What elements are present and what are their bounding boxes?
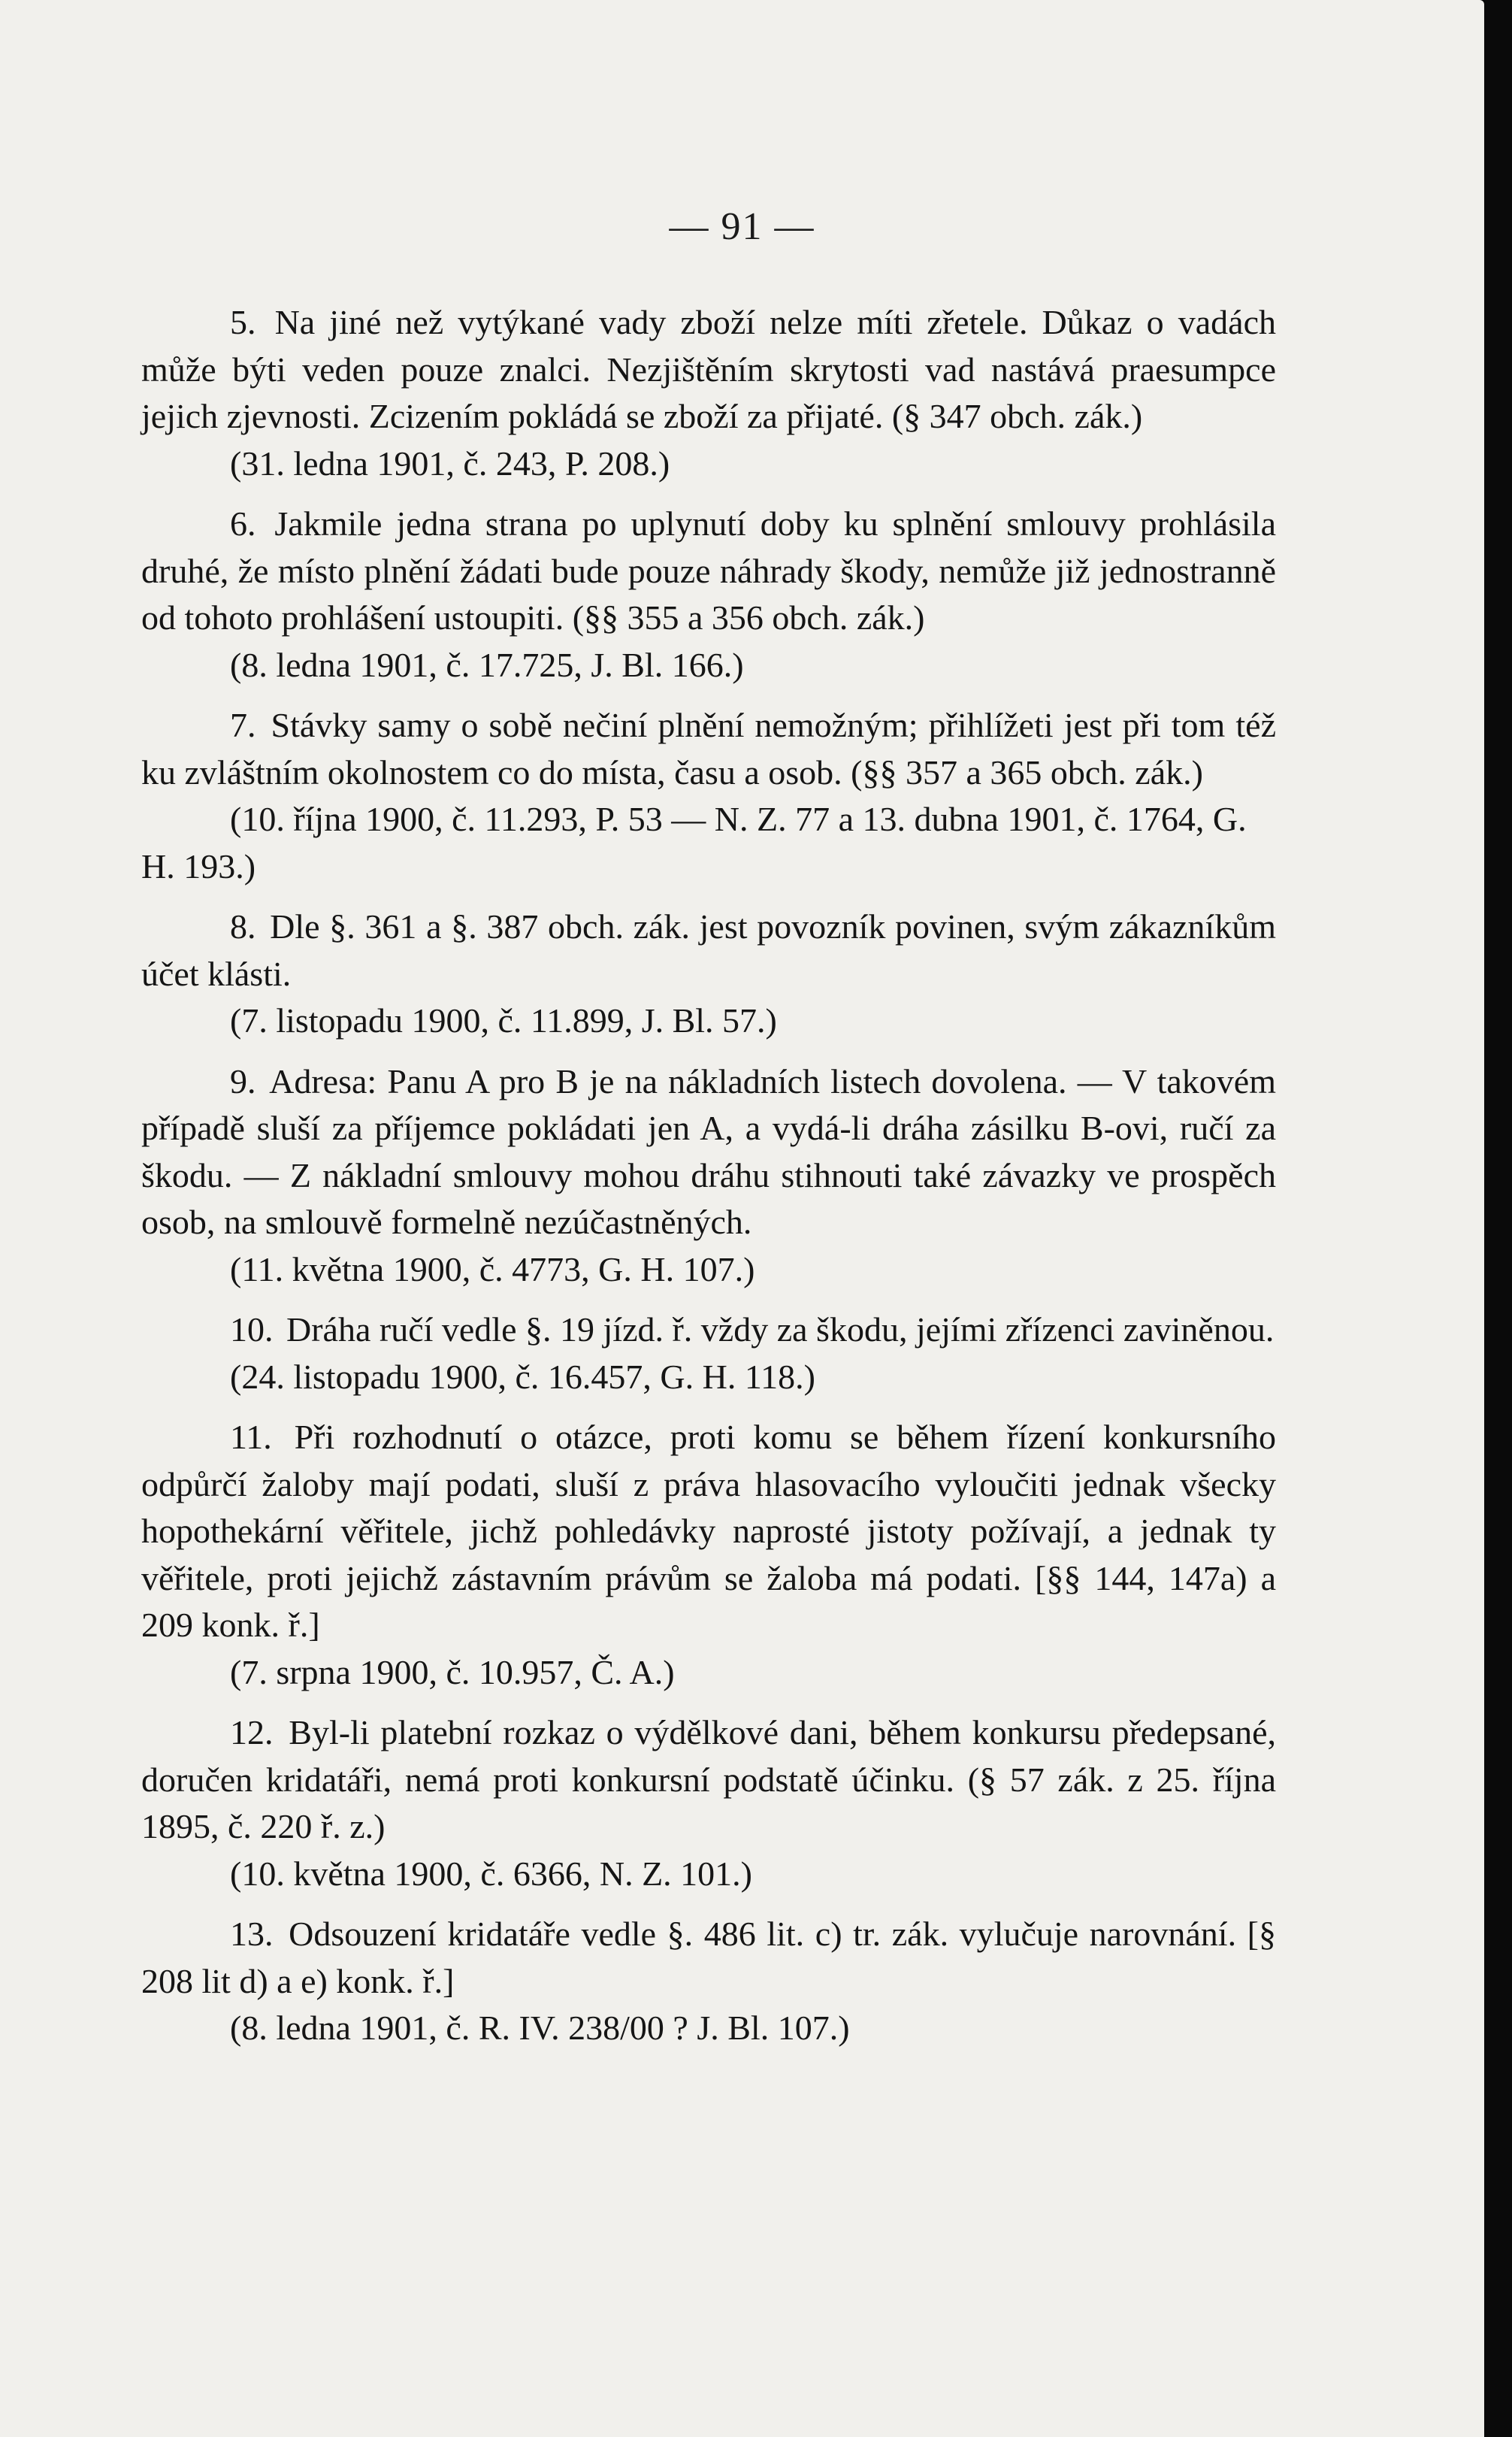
entry-body: Adresa: Panu A pro B je na nákladních listech dovolena. — V takovém případě sluší za příjemce pokládati jen A, a vydá-li dráha zásilku B-ovi, ručí za škodu. — Z nákladní smlouvy mohou dráhu stihnouti také závazky ve prospěch osob, na smlouvě formelně nezúčastněných.	[141, 1061, 1276, 1241]
entry-body: Byl-li platební rozkaz o výdělkové dani, během konkursu předepsané, doručen kridatáři, nemá proti konkursní podstatě účinku. (§ 57 zák. z 25. října 1895, č. 220 ř. z.)	[141, 1713, 1276, 1845]
entry-citation: (31. ledna 1901, č. 243, P. 208.)	[230, 444, 670, 483]
entry-text	[141, 702, 1276, 796]
entry-citation: (24. listopadu 1900, č. 16.457, G. H. 118.)	[230, 1357, 815, 1396]
entry-7	[141, 702, 1276, 890]
entry-citation: (7. srpna 1900, č. 10.957, Č. A.)	[230, 1652, 675, 1691]
entry-number: 13.	[230, 1915, 274, 1953]
entry-citation: (11. května 1900, č. 4773, G. H. 107.)	[230, 1249, 755, 1288]
entry-6	[141, 501, 1276, 689]
entry-body: Dráha ručí vedle §. 19 jízd. ř. vždy za škodu, jejími zřízenci zaviněnou.	[286, 1310, 1275, 1349]
entry-body: Stávky samy o sobě nečiní plnění nemožným; přihlížeti jest při tom též ku zvláštním okolnostem co do místa, času a osob. (§§ 357 a 365 obch. zák.)	[141, 706, 1276, 792]
page-number: — 91 —	[669, 205, 815, 248]
entry-number: 11.	[230, 1418, 272, 1456]
entry-5	[141, 299, 1276, 487]
page-content	[141, 299, 1276, 2066]
entry-text	[141, 1058, 1276, 1246]
entry-text	[141, 1709, 1276, 1851]
entry-body: Jakmile jedna strana po uplynutí doby ku splnění smlouvy prohlásila druhé, že místo plnění žádati bude pouze náhrady škody, nemůže již jednostranně od tohoto prohlášení ustoupiti. (§§ 355 a 356 obch. zák.)	[141, 504, 1276, 637]
entry-10	[141, 1306, 1276, 1400]
entry-number: 7.	[230, 706, 256, 744]
entry-12	[141, 1709, 1276, 1897]
entry-citation: (8. ledna 1901, č. 17.725, J. Bl. 166.)	[230, 645, 744, 684]
entry-body: Na jiné než vytýkané vady zboží nelze míti zřetele. Důkaz o vadách může býti veden pouze znalci. Nezjištěním skrytosti vad nastává praesumpce jejich zjevnosti. Zcizením pokládá se zboží za přijaté. (§ 347 obch. zák.)	[141, 303, 1276, 435]
entry-number: 12.	[230, 1713, 274, 1751]
entry-13	[141, 1911, 1276, 2052]
entry-text	[141, 501, 1276, 642]
entry-citation: (10. října 1900, č. 11.293, P. 53 — N. Z. 77 a 13. dubna 1901, č. 1764, G. H. 193.)	[141, 800, 1247, 885]
entry-text	[141, 904, 1276, 998]
scan-border	[1484, 0, 1512, 2437]
entry-body: Při rozhodnutí o otázce, proti komu se během řízení konkursního odpůrčí žaloby mají podati, sluší z práva hlasovacího vyloučiti jednak všecky hopothekární věřitele, jichž pohledávky naprosté jistoty požívají, a jednak ty věřitele, proti jejichž zástavním právům se žaloba má podati. [§§ 144, 147a) a 209 konk. ř.]	[141, 1418, 1276, 1644]
entry-9	[141, 1058, 1276, 1294]
entry-citation: (10. května 1900, č. 6366, N. Z. 101.)	[230, 1854, 752, 1893]
entry-11	[141, 1414, 1276, 1696]
entry-text	[141, 1911, 1276, 2005]
entry-number: 10.	[230, 1310, 274, 1349]
entry-number: 5.	[230, 303, 256, 341]
entry-citation: (7. listopadu 1900, č. 11.899, J. Bl. 57.)	[230, 1001, 777, 1040]
entry-text	[141, 1306, 1276, 1354]
entry-body: Odsouzení kridatáře vedle §. 486 lit. c) tr. zák. vylučuje narovnání. [§ 208 lit d) a e) konk. ř.]	[141, 1915, 1276, 2000]
entry-number: 6.	[230, 504, 256, 543]
entry-citation: (8. ledna 1901, č. R. IV. 238/00 ? J. Bl. 107.)	[230, 2009, 850, 2047]
entry-text	[141, 1414, 1276, 1649]
entry-number: 8.	[230, 907, 256, 946]
entry-number: 9.	[230, 1061, 256, 1100]
entry-body: Dle §. 361 a §. 387 obch. zák. jest povozník povinen, svým zákazníkům účet klásti.	[141, 907, 1276, 993]
entry-text	[141, 299, 1276, 440]
entry-8	[141, 904, 1276, 1045]
